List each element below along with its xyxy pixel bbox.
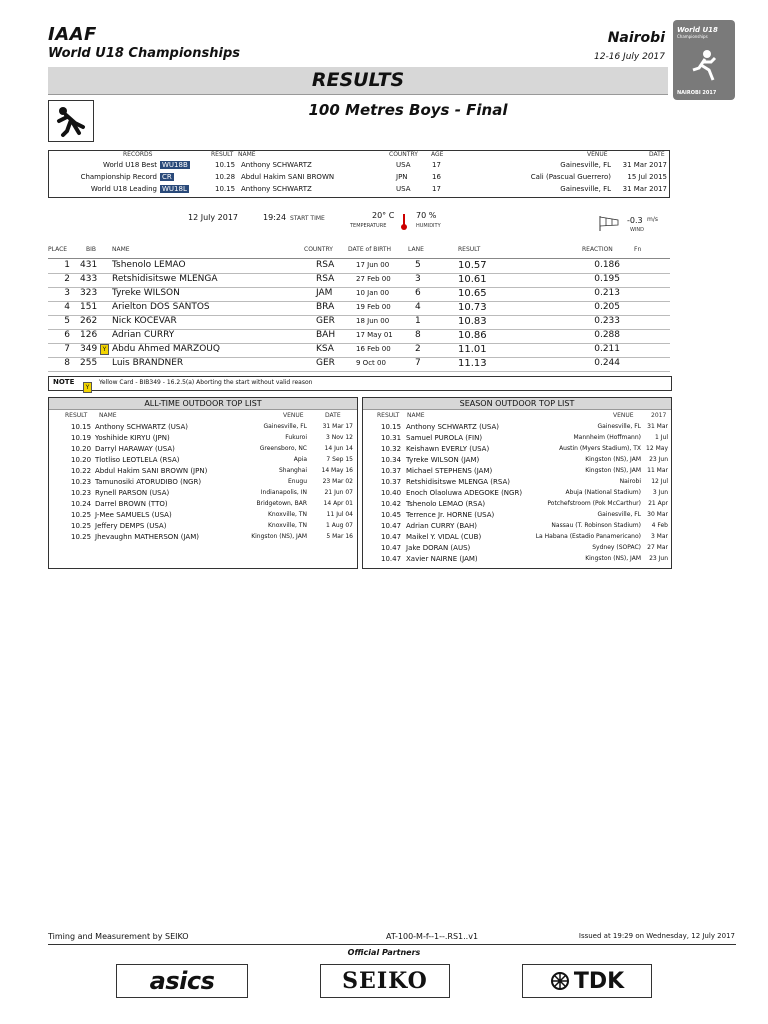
record-result: 10.15 — [215, 161, 236, 169]
list-name: Maikel Y. VIDAL (CUB) — [406, 533, 482, 541]
country-header: COUNTRY — [304, 246, 333, 253]
list-name: Tshenolo LEMAO (RSA) — [406, 500, 486, 508]
list-venue: Fukuroi — [285, 434, 307, 441]
list-venue: Sydney (SOPAC) — [592, 544, 641, 551]
event-dates: 12-16 July 2017 — [594, 52, 665, 62]
season-toplist — [362, 397, 672, 569]
tdk-wordmark: TDK — [573, 968, 625, 994]
yellow-card-icon — [100, 344, 109, 355]
reaction: 0.244 — [594, 358, 620, 368]
bib: 431 — [80, 260, 98, 270]
note-label: NOTE — [53, 378, 75, 386]
dob: 19 Feb 00 — [356, 303, 391, 311]
record-label: World U18 Best — [102, 161, 157, 169]
list-venue: Nassau (T. Robinson Stadium) — [551, 522, 641, 529]
place-header: PLACE — [48, 246, 68, 253]
list-date: 31 Mar 17 — [322, 423, 353, 430]
card-mark: Y — [100, 344, 109, 355]
records-country-header: COUNTRY — [389, 151, 418, 158]
list-name: Xavier NAIRNE (JAM) — [406, 555, 478, 563]
dob: 10 Jan 00 — [356, 289, 390, 297]
country: RSA — [316, 260, 335, 270]
record-country: USA — [396, 185, 411, 193]
list-venue: Kingston (NS), JAM — [585, 555, 641, 562]
list-date: 1 Jul — [655, 434, 668, 441]
reaction: 0.211 — [594, 344, 620, 354]
place: 8 — [64, 358, 70, 368]
table-row — [48, 343, 670, 358]
dob: 9 Oct 00 — [356, 359, 386, 367]
list-name: Enoch Olaoluwa ADEGOKE (NGR) — [406, 489, 523, 497]
result: 10.61 — [458, 274, 487, 285]
list-venue: Gainesville, FL — [597, 511, 641, 518]
asics-wordmark: asics — [149, 967, 215, 995]
sprint-pictogram — [48, 100, 94, 142]
record-code: WU18B — [162, 161, 188, 169]
table-row — [48, 273, 670, 288]
list-name: Anthony SCHWARTZ (USA) — [406, 423, 500, 431]
yellow-card-icon: Y — [83, 382, 92, 393]
list-name: Jeffery DEMPS (USA) — [95, 522, 167, 530]
name-header: NAME — [112, 246, 130, 253]
result: 10.57 — [458, 260, 487, 271]
results-header-row — [48, 244, 670, 259]
issued-timestamp: Issued at 19:29 on Wednesday, 12 July 2017 — [578, 932, 735, 940]
event-name: World U18 Championships — [48, 46, 240, 61]
list-result: 10.32 — [381, 445, 402, 453]
table-row — [48, 259, 670, 274]
list-name: Keishawn EVERLY (USA) — [406, 445, 490, 453]
list-result: 10.47 — [381, 522, 402, 530]
temperature-label: TEMPERATURE — [350, 223, 387, 229]
list-venue: Knoxville, TN — [268, 522, 307, 529]
asics-logo — [116, 964, 248, 998]
list-name: Jhevaughn MATHERSON (JAM) — [95, 533, 199, 541]
list-venue: Austin (Myers Stadium), TX — [559, 445, 641, 452]
result: 11.01 — [458, 344, 487, 355]
alltime-title: ALL-TIME OUTDOOR TOP LIST — [49, 398, 357, 410]
season-venue-header: VENUE — [613, 412, 634, 419]
record-date: 31 Mar 2017 — [622, 161, 667, 169]
bib: 349 — [80, 344, 98, 354]
bib-header: BIB — [86, 246, 97, 253]
list-name: Rynell PARSON (USA) — [95, 489, 170, 497]
iaaf-logo: IAAF — [48, 24, 97, 45]
lane: 5 — [415, 260, 421, 270]
table-row — [48, 287, 670, 302]
list-name: Darrel BROWN (TTO) — [95, 500, 168, 508]
country: JAM — [316, 288, 333, 298]
tdk-logo — [522, 964, 652, 998]
list-venue: Indianapolis, IN — [260, 489, 307, 496]
list-date: 3 Nov 12 — [326, 434, 353, 441]
list-result: 10.22 — [71, 467, 92, 475]
list-result: 10.23 — [71, 478, 92, 486]
table-row — [48, 315, 670, 330]
country: GER — [316, 358, 335, 368]
bib: 126 — [80, 330, 98, 340]
alltime-venue-header: VENUE — [283, 412, 304, 419]
list-venue: La Habana (Estadio Panamericano) — [535, 533, 641, 540]
reaction: 0.288 — [594, 330, 620, 340]
timing-credit: Timing and Measurement by SEIKO — [48, 932, 189, 941]
list-date: 12 May — [646, 445, 668, 452]
list-name: Retshidisitswe MLENGA (RSA) — [406, 478, 510, 486]
list-date: 3 Mar — [650, 533, 668, 540]
list-date: 1 Aug 07 — [326, 522, 353, 529]
table-row — [48, 301, 670, 316]
list-result: 10.42 — [381, 500, 402, 508]
sprinter-icon — [49, 101, 93, 141]
list-date: 11 Mar — [647, 467, 668, 474]
athlete-name: Abdu Ahmed MARZOUQ — [112, 344, 220, 354]
list-date: 4 Feb — [651, 522, 668, 529]
list-name: J-Mee SAMUELS (USA) — [95, 511, 172, 519]
place: 6 — [64, 330, 70, 340]
athlete-name: Adrian CURRY — [112, 330, 175, 340]
result-header: RESULT — [458, 246, 481, 253]
note-text: Yellow Card - BIB349 - 16.2.5(a) Aborting the start without valid reason — [99, 379, 313, 386]
lane: 1 — [415, 316, 421, 326]
seiko-wordmark: SEIKO — [342, 968, 428, 994]
list-venue: Bridgetown, BAR — [256, 500, 307, 507]
record-label: World U18 Leading — [90, 185, 157, 193]
list-result: 10.45 — [381, 511, 402, 519]
list-venue: Shanghai — [278, 467, 307, 474]
list-name: Yoshihide KIRYU (JPN) — [95, 434, 170, 442]
athlete-name: Tyreke WILSON — [112, 288, 180, 298]
athlete-name: Luis BRANDNER — [112, 358, 184, 368]
record-age: 17 — [432, 185, 441, 193]
reaction: 0.195 — [594, 274, 620, 284]
lane: 2 — [415, 344, 421, 354]
emblem-title: World U18 — [677, 26, 718, 34]
results-banner — [48, 67, 668, 95]
thermometer-icon — [400, 213, 408, 231]
record-code: WU18L — [162, 185, 187, 193]
dob-header: DATE of BIRTH — [348, 246, 392, 253]
list-name: Jake DORAN (AUS) — [406, 544, 471, 552]
list-date: 7 Sep 15 — [326, 456, 353, 463]
event-subtitle: 100 Metres Boys - Final — [308, 101, 508, 119]
list-result: 10.25 — [71, 522, 92, 530]
list-date: 31 Mar — [647, 423, 668, 430]
result: 11.13 — [458, 358, 487, 369]
record-age: 17 — [432, 161, 441, 169]
wind-value: -0.3 — [627, 216, 643, 225]
records-name-header: NAME — [238, 151, 256, 158]
windsock-icon — [598, 214, 622, 232]
list-venue: Enugu — [287, 478, 307, 485]
document-code: AT-100-M-f--1--.RS1..v1 — [386, 932, 479, 941]
alltime-date-header: DATE — [325, 412, 341, 419]
list-result: 10.15 — [381, 423, 402, 431]
list-date: 14 May 16 — [321, 467, 353, 474]
list-result: 10.20 — [71, 445, 92, 453]
temperature: 20° C — [372, 211, 395, 220]
records-date-header: DATE — [649, 151, 665, 158]
list-result: 10.25 — [71, 533, 92, 541]
list-date: 30 Mar — [647, 511, 668, 518]
place: 3 — [64, 288, 70, 298]
records-box — [48, 150, 670, 198]
record-venue: Cali (Pascual Guerrero) — [530, 173, 611, 181]
dob: 17 May 01 — [356, 331, 393, 339]
record-country: USA — [396, 161, 411, 169]
lane: 7 — [415, 358, 421, 368]
list-name: Abdul Hakim SANI BROWN (JPN) — [95, 467, 208, 475]
list-result: 10.37 — [381, 478, 402, 486]
tdk-emblem-icon — [550, 971, 570, 991]
race-date: 12 July 2017 — [188, 213, 239, 222]
list-name: Michael STEPHENS (JAM) — [406, 467, 493, 475]
emblem-sub: Championships — [677, 34, 708, 39]
list-venue: Kingston (NS), JAM — [585, 467, 641, 474]
athlete-name: Retshidisitswe MLENGA — [112, 274, 218, 284]
list-venue: Apia — [293, 456, 307, 463]
record-venue: Gainesville, FL — [560, 161, 611, 169]
season-year-header: 2017 — [651, 412, 667, 419]
list-result: 10.47 — [381, 544, 402, 552]
list-venue: Kingston (NS), JAM — [251, 533, 307, 540]
list-venue: Kingston (NS), JAM — [585, 456, 641, 463]
list-result: 10.19 — [71, 434, 92, 442]
results-title: RESULTS — [311, 69, 405, 91]
list-date: 5 Mar 16 — [326, 533, 353, 540]
result: 10.83 — [458, 316, 487, 327]
seiko-logo — [320, 964, 450, 998]
note-box — [48, 376, 672, 391]
alltime-result-header: RESULT — [65, 412, 88, 419]
records-result-header: RESULT — [211, 151, 234, 158]
list-date: 11 Jul 04 — [326, 511, 353, 518]
table-row — [48, 357, 670, 372]
result: 10.65 — [458, 288, 487, 299]
list-date: 12 Jul — [651, 478, 668, 485]
country: BRA — [316, 302, 335, 312]
records-header: RECORDS — [123, 151, 153, 158]
fn-header: Fn — [634, 246, 642, 253]
list-result: 10.23 — [71, 489, 92, 497]
athlete-name: Arielton DOS SANTOS — [112, 302, 210, 312]
reaction: 0.186 — [594, 260, 620, 270]
list-date: 3 Jun — [652, 489, 668, 496]
list-venue: Gainesville, FL — [597, 423, 641, 430]
list-name: Tyreke WILSON (JAM) — [406, 456, 480, 464]
list-venue: Mannheim (Hoffmann) — [573, 434, 641, 441]
record-name: Abdul Hakim SANI BROWN — [241, 173, 335, 181]
place: 5 — [64, 316, 70, 326]
list-venue: Abuja (National Stadium) — [565, 489, 641, 496]
country: RSA — [316, 274, 335, 284]
record-result: 10.28 — [215, 173, 236, 181]
list-date: 27 Mar — [647, 544, 668, 551]
country: BAH — [316, 330, 336, 340]
list-result: 10.20 — [71, 456, 92, 464]
list-name: Darryl HARAWAY (USA) — [95, 445, 175, 453]
season-title: SEASON OUTDOOR TOP LIST — [363, 398, 671, 410]
bib: 151 — [80, 302, 98, 312]
reaction: 0.213 — [594, 288, 620, 298]
list-result: 10.47 — [381, 533, 402, 541]
season-result-header: RESULT — [377, 412, 400, 419]
list-venue: Knoxville, TN — [268, 511, 307, 518]
record-name: Anthony SCHWARTZ — [241, 161, 312, 169]
lane: 3 — [415, 274, 421, 284]
records-venue-header: VENUE — [587, 151, 608, 158]
championship-emblem — [673, 20, 735, 100]
bib: 433 — [80, 274, 98, 284]
list-date: 23 Jun — [649, 555, 668, 562]
dob: 27 Feb 00 — [356, 275, 391, 283]
emblem-bottom: NAIROBI 2017 — [677, 90, 717, 96]
list-name: Terrence Jr. HORNE (USA) — [406, 511, 495, 519]
start-time-label: START TIME — [290, 215, 325, 222]
record-label: Championship Record — [80, 173, 157, 181]
place: 1 — [64, 260, 70, 270]
list-venue: Gainesville, FL — [263, 423, 307, 430]
reaction: 0.205 — [594, 302, 620, 312]
lane: 8 — [415, 330, 421, 340]
place: 2 — [64, 274, 70, 284]
record-date: 31 Mar 2017 — [622, 185, 667, 193]
athlete-name: Tshenolo LEMAO — [112, 260, 186, 270]
list-name: Tamunosiki ATORUDIBO (NGR) — [95, 478, 202, 486]
dob: 17 Jun 00 — [356, 261, 390, 269]
list-name: Tlotliso LEOTLELA (RSA) — [95, 456, 180, 464]
dob: 16 Feb 00 — [356, 345, 391, 353]
runner-icon — [687, 48, 721, 82]
list-result: 10.34 — [381, 456, 402, 464]
place: 4 — [64, 302, 70, 312]
alltime-toplist — [48, 397, 358, 569]
list-date: 23 Mar 02 — [322, 478, 353, 485]
alltime-name-header: NAME — [99, 412, 117, 419]
lane: 6 — [415, 288, 421, 298]
list-venue: Greensboro, NC — [259, 445, 307, 452]
country: KSA — [316, 344, 334, 354]
wind-unit: m/s — [647, 216, 658, 223]
partners-label: Official Partners — [347, 948, 421, 957]
result: 10.73 — [458, 302, 487, 313]
record-code: CR — [162, 173, 172, 181]
list-date: 21 Jun 07 — [324, 489, 353, 496]
list-name: Anthony SCHWARTZ (USA) — [95, 423, 189, 431]
city: Nairobi — [607, 30, 665, 46]
record-venue: Gainesville, FL — [560, 185, 611, 193]
record-date: 15 Jul 2015 — [627, 173, 667, 181]
wind-label: WIND — [630, 227, 645, 233]
list-venue: Potchefstroom (Pok McCarthur) — [547, 500, 641, 507]
bib: 323 — [80, 288, 98, 298]
record-country: JPN — [396, 173, 408, 181]
place: 7 — [64, 344, 70, 354]
country: GER — [316, 316, 335, 326]
list-date: 21 Apr — [648, 500, 668, 507]
humidity: 70 % — [416, 211, 437, 220]
list-result: 10.24 — [71, 500, 92, 508]
reaction-header: REACTION — [582, 246, 613, 253]
records-age-header: AGE — [431, 151, 444, 158]
record-result: 10.15 — [215, 185, 236, 193]
humidity-label: HUMIDITY — [416, 223, 441, 229]
reaction: 0.233 — [594, 316, 620, 326]
bib: 255 — [80, 358, 98, 368]
list-result: 10.25 — [71, 511, 92, 519]
list-result: 10.47 — [381, 555, 402, 563]
footer-divider — [48, 944, 736, 945]
result: 10.86 — [458, 330, 487, 341]
start-time: 19:24 — [263, 213, 287, 222]
athlete-name: Nick KOCEVAR — [112, 316, 177, 326]
list-name: Samuel PUROLA (FIN) — [406, 434, 483, 442]
list-result: 10.40 — [381, 489, 402, 497]
season-name-header: NAME — [407, 412, 425, 419]
list-date: 23 Jun — [649, 456, 668, 463]
list-result: 10.37 — [381, 467, 402, 475]
record-name: Anthony SCHWARTZ — [241, 185, 312, 193]
table-row — [48, 329, 670, 344]
dob: 18 Jun 00 — [356, 317, 390, 325]
list-venue: Nairobi — [619, 478, 641, 485]
list-name: Adrian CURRY (BAH) — [406, 522, 477, 530]
list-result: 10.15 — [71, 423, 92, 431]
list-date: 14 Jun 14 — [324, 445, 353, 452]
list-date: 14 Apr 01 — [323, 500, 353, 507]
lane: 4 — [415, 302, 421, 312]
record-age: 16 — [432, 173, 441, 181]
list-result: 10.31 — [381, 434, 402, 442]
lane-header: LANE — [408, 246, 424, 253]
bib: 262 — [80, 316, 98, 326]
